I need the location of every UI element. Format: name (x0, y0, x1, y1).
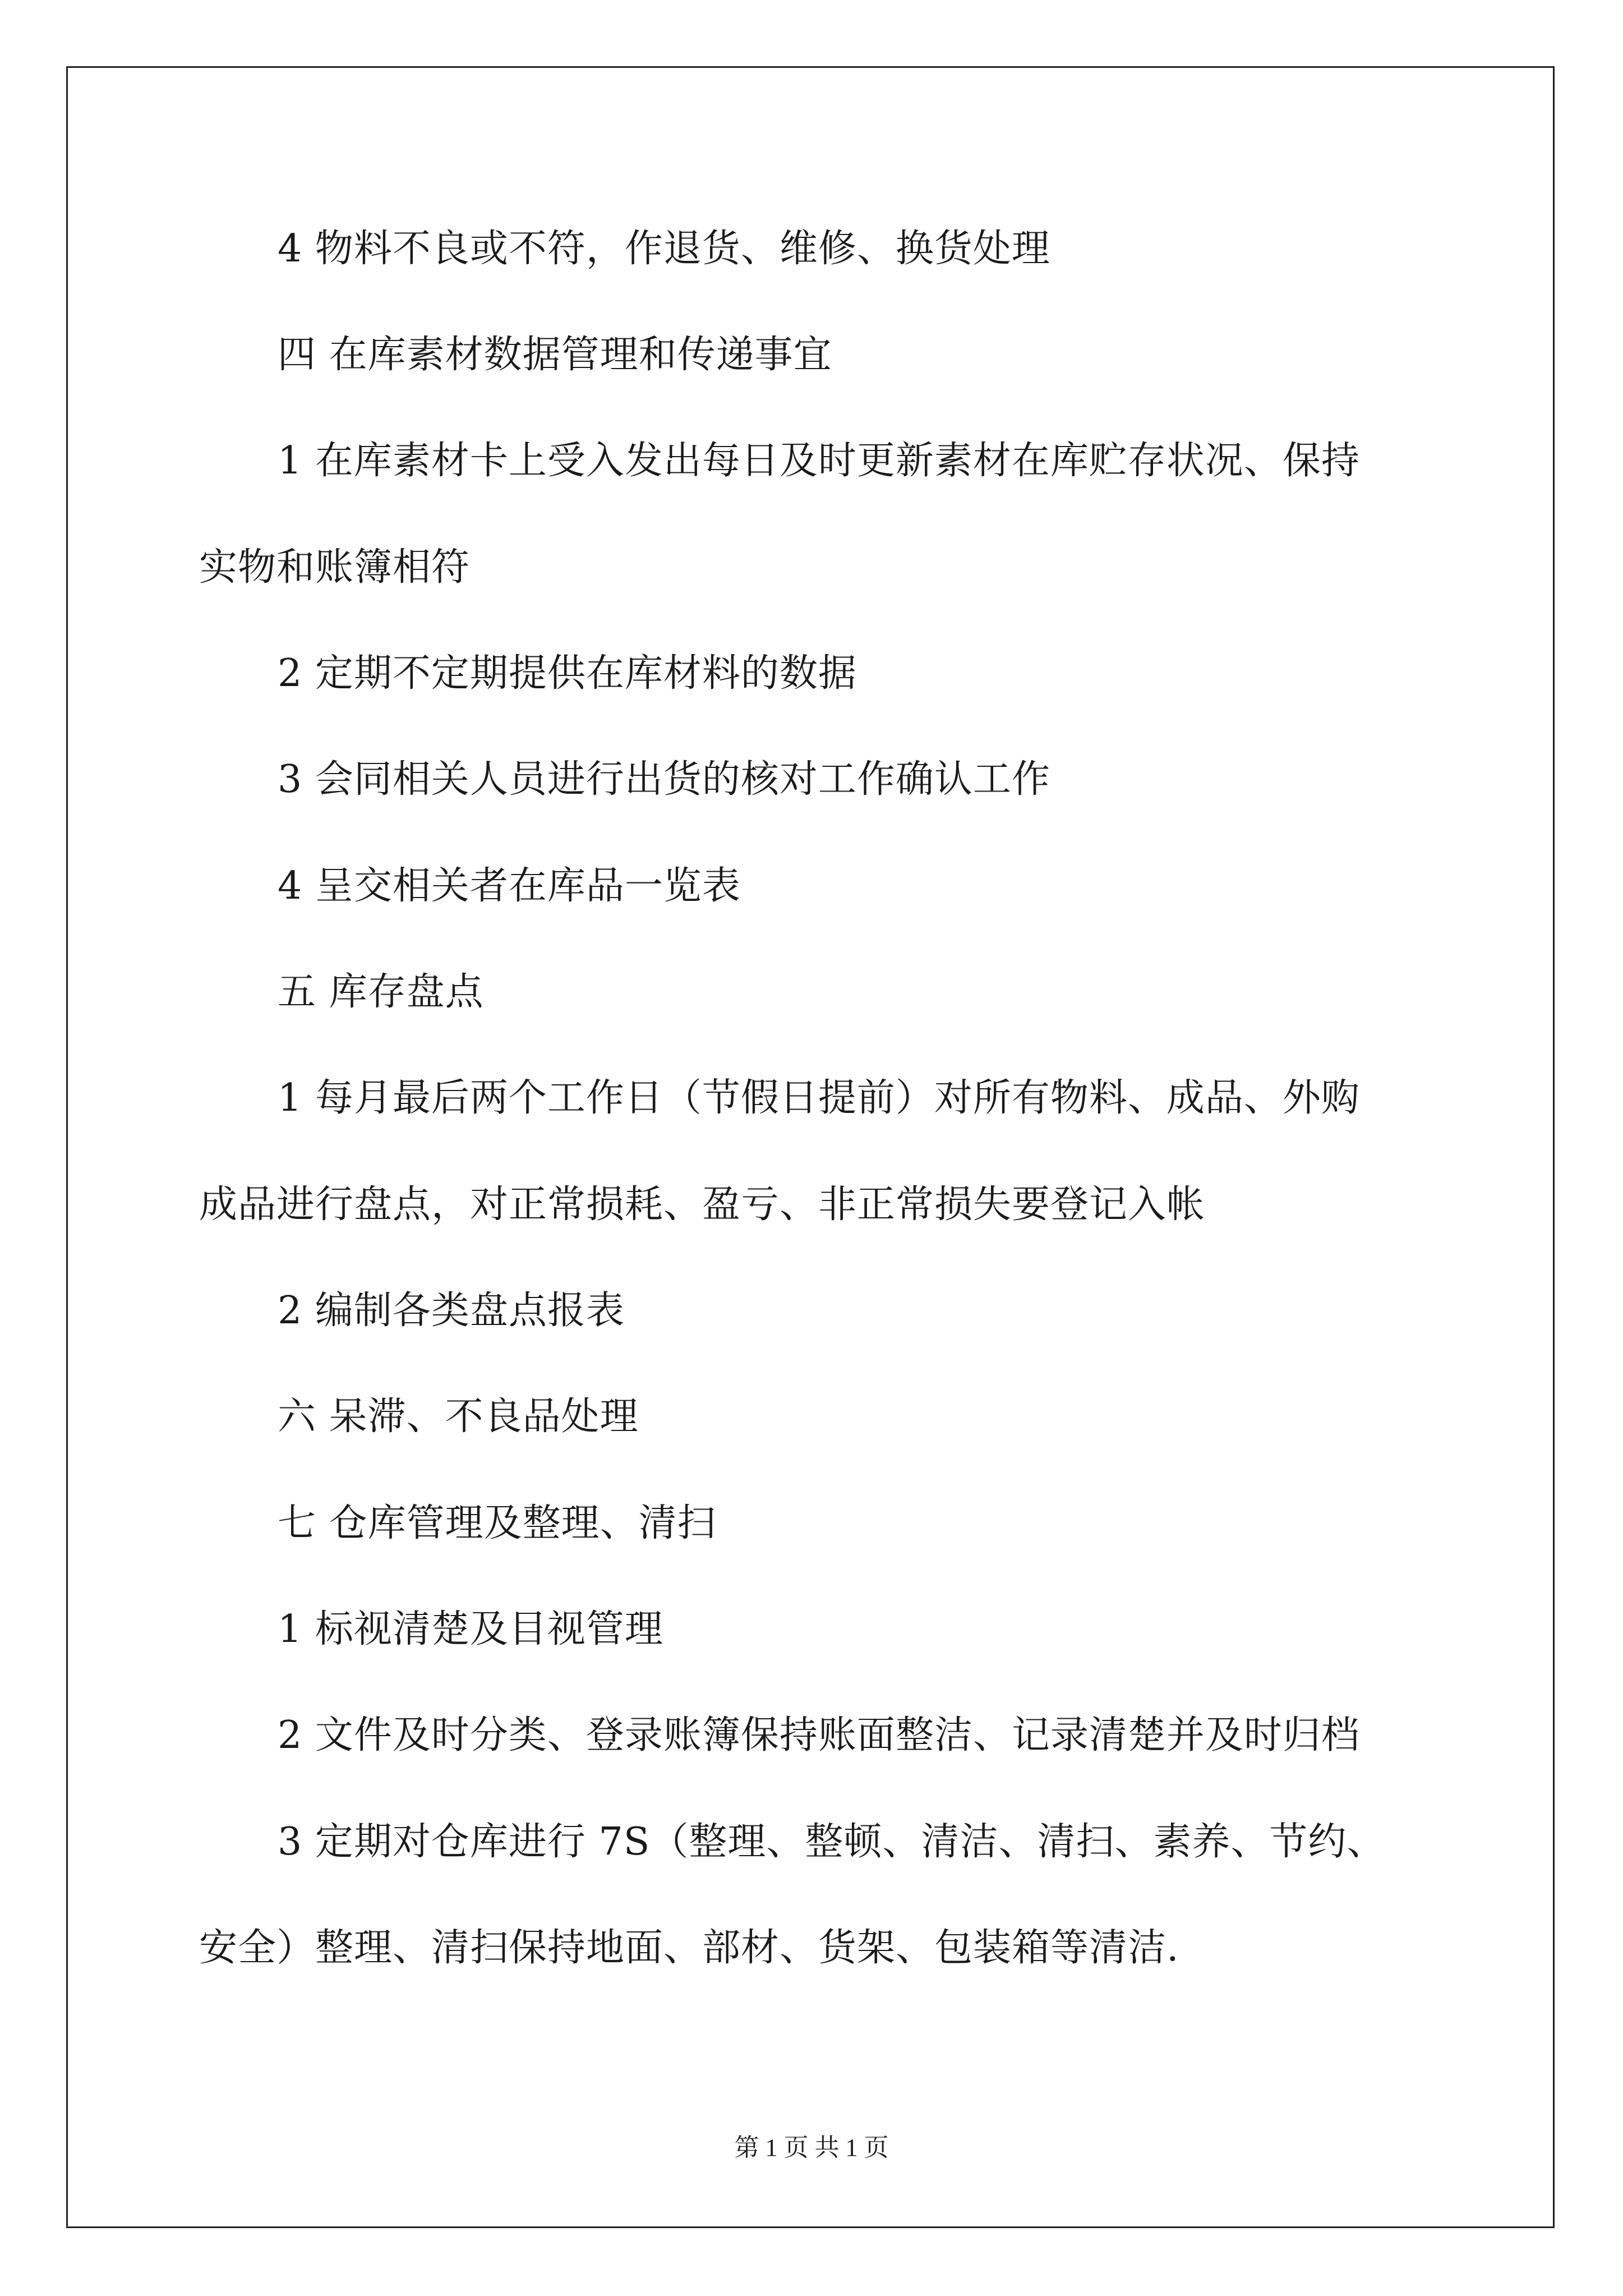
page-footer: 第 1 页 共 1 页 (734, 2134, 889, 2161)
paragraph-line: 3 会同相关人员进行出货的核对工作确认工作 (278, 757, 1050, 802)
paragraph-line: 实物和账簿相符 (199, 545, 471, 590)
paragraph-line: 4 物料不良或不符，作退货、维修、换货处理 (278, 227, 1050, 271)
paragraph-line: 1 标视清楚及目视管理 (278, 1607, 663, 1651)
section-heading: 五 库存盘点 (278, 970, 484, 1014)
section-heading: 六 呆滞、不良品处理 (278, 1395, 639, 1439)
paragraph-line: 4 呈交相关者在库品一览表 (278, 864, 741, 908)
paragraph-line: 2 定期不定期提供在库材料的数据 (278, 651, 857, 696)
paragraph-line: 2 编制各类盘点报表 (278, 1289, 625, 1333)
paragraph-line: 安全）整理、清扫保持地面、部材、货架、包装箱等清洁. (199, 1926, 1179, 1970)
page-border (66, 66, 1555, 2228)
section-heading: 七 仓库管理及整理、清扫 (278, 1501, 716, 1545)
section-heading: 四 在库素材数据管理和传递事宜 (278, 333, 832, 377)
paragraph-line: 3 定期对仓库进行 7S（整理、整顿、清洁、清扫、素养、节约、 (278, 1820, 1386, 1864)
paragraph-line: 1 在库素材卡上受入发出每日及时更新素材在库贮存状况、保持 (278, 439, 1360, 483)
paragraph-line: 2 文件及时分类、登录账簿保持账面整洁、记录清楚并及时归档 (278, 1713, 1360, 1757)
paragraph-line: 1 每月最后两个工作日（节假日提前）对所有物料、成品、外购 (278, 1076, 1360, 1120)
paragraph-line: 成品进行盘点，对正常损耗、盈亏、非正常损失要登记入帐 (199, 1182, 1206, 1227)
